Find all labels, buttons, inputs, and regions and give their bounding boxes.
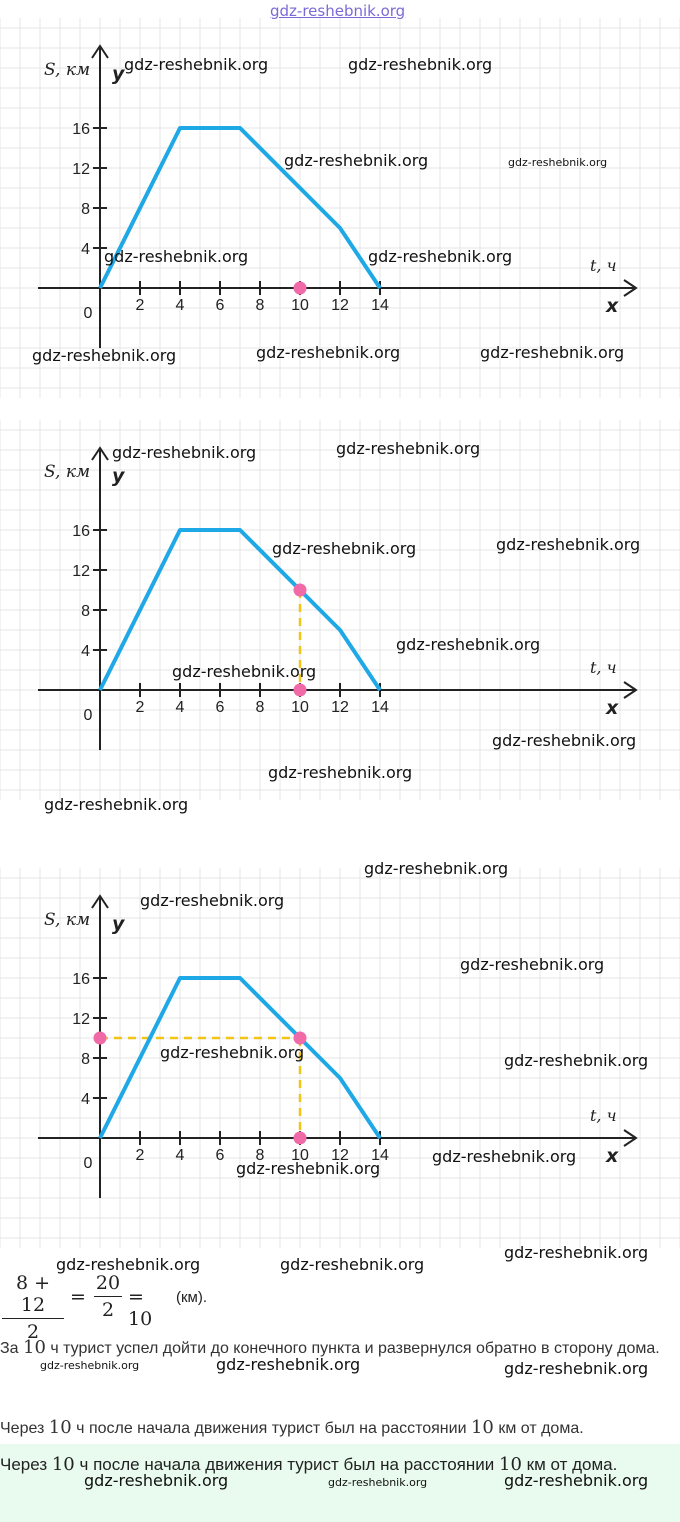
fraction-2 xyxy=(94,1272,122,1321)
x-tick-label: 4 xyxy=(175,699,185,716)
paragraph-1-text-start: За xyxy=(0,1340,19,1357)
x-tick-label: 10 xyxy=(291,1147,309,1164)
x-tick-label: 6 xyxy=(215,699,225,716)
x-axis-label: t, ч xyxy=(590,658,617,677)
watermark: gdz-reshebnik.org xyxy=(368,247,513,266)
formula-unit: (км). xyxy=(176,1289,208,1306)
answer-number-1: 10 xyxy=(51,1454,75,1475)
watermark: gdz-reshebnik.org xyxy=(480,343,625,362)
watermark: gdz-reshebnik.org xyxy=(104,247,249,266)
origin-label: 0 xyxy=(83,707,93,724)
x-axis-name: x xyxy=(606,697,619,719)
fraction-1 xyxy=(2,1272,64,1343)
paragraph-1-number: 10 xyxy=(23,1337,46,1358)
watermark: gdz-reshebnik.org xyxy=(84,1471,229,1490)
x-tick-label: 6 xyxy=(215,1147,225,1164)
y-tick-label: 16 xyxy=(72,971,90,988)
x-tick-label: 8 xyxy=(255,1147,265,1164)
fraction-2-denominator: 2 xyxy=(101,1299,115,1321)
watermark: gdz-reshebnik.org xyxy=(44,795,189,814)
highlight-point xyxy=(94,1032,107,1045)
y-tick-label: 4 xyxy=(81,1091,90,1108)
x-tick-label: 12 xyxy=(331,297,349,314)
paragraph-2-text-middle: ч после начала движения турист был на расстоянии xyxy=(76,1420,467,1437)
watermark: gdz-reshebnik.org xyxy=(236,1159,381,1178)
x-tick-label: 2 xyxy=(135,699,145,716)
watermark: gdz-reshebnik.org xyxy=(496,535,641,554)
watermark: gdz-reshebnik.org xyxy=(216,1355,361,1374)
x-axis-label: t, ч xyxy=(590,1106,617,1125)
watermark: gdz-reshebnik.org xyxy=(364,859,509,878)
x-tick-label: 14 xyxy=(371,699,389,716)
watermark: gdz-reshebnik.org xyxy=(508,156,608,169)
watermark: gdz-reshebnik.org xyxy=(268,763,413,782)
x-tick-label: 12 xyxy=(331,699,349,716)
watermark: gdz-reshebnik.org xyxy=(504,1243,649,1262)
watermark: gdz-reshebnik.org xyxy=(328,1476,428,1489)
paragraph-1-text-end: ч турист успел дойти до конечного пункта и развернулся обратно в сторону дома. xyxy=(50,1340,660,1357)
watermark: gdz-reshebnik.org xyxy=(460,955,605,974)
paragraph-2 xyxy=(0,1416,670,1441)
origin-label: 0 xyxy=(83,1155,93,1172)
watermark: gdz-reshebnik.org xyxy=(504,1471,649,1490)
graph-1 xyxy=(0,18,680,398)
y-tick-label: 8 xyxy=(81,603,90,620)
x-tick-label: 2 xyxy=(135,1147,145,1164)
watermark: gdz-reshebnik.org xyxy=(56,1255,201,1274)
paragraph-2-number-1: 10 xyxy=(48,1417,72,1438)
watermark: gdz-reshebnik.org xyxy=(124,55,269,74)
x-tick-label: 14 xyxy=(371,297,389,314)
watermark: gdz-reshebnik.org xyxy=(256,343,401,362)
y-tick-label: 16 xyxy=(72,523,90,540)
y-axis-name: y xyxy=(112,63,125,85)
y-tick-label: 4 xyxy=(81,643,90,660)
equals-sign-1: = xyxy=(70,1286,86,1308)
y-axis-label: S, км xyxy=(44,462,91,482)
fraction-1-numerator: 8 + 12 xyxy=(15,1272,51,1316)
x-tick-label: 10 xyxy=(291,699,309,716)
answer-text-start: Через xyxy=(0,1455,48,1474)
x-tick-label: 8 xyxy=(255,297,265,314)
origin-label: 0 xyxy=(83,305,93,322)
watermark: gdz-reshebnik.org xyxy=(504,1359,649,1378)
watermark-link[interactable]: gdz-reshebnik.org xyxy=(270,2,406,20)
x-tick-label: 10 xyxy=(291,297,309,314)
highlight-point xyxy=(294,1132,307,1145)
x-tick-label: 4 xyxy=(175,1147,185,1164)
watermark: gdz-reshebnik.org xyxy=(396,635,541,654)
watermark: gdz-reshebnik.org xyxy=(32,346,177,365)
fraction-1-denominator: 2 xyxy=(26,1321,40,1343)
x-tick-label: 4 xyxy=(175,297,185,314)
y-tick-label: 12 xyxy=(72,1011,90,1028)
watermark: gdz-reshebnik.org xyxy=(140,891,285,910)
x-tick-label: 8 xyxy=(255,699,265,716)
watermark: gdz-reshebnik.org xyxy=(160,1043,305,1062)
paragraph-2-number-2: 10 xyxy=(470,1417,494,1438)
watermark: gdz-reshebnik.org xyxy=(336,439,481,458)
answer-text-end: км от дома. xyxy=(526,1455,618,1474)
watermark: gdz-reshebnik.org xyxy=(348,55,493,74)
x-axis-label: t, ч xyxy=(590,256,617,275)
watermark: gdz-reshebnik.org xyxy=(280,1255,425,1274)
answer-text-middle: ч после начала движения турист был на расстоянии xyxy=(79,1455,495,1474)
fraction-2-numerator: 20 xyxy=(95,1272,121,1294)
x-tick-label: 6 xyxy=(215,297,225,314)
x-tick-label: 12 xyxy=(331,1147,349,1164)
x-axis-name: x xyxy=(606,1145,619,1167)
watermark: gdz-reshebnik.org xyxy=(272,539,417,558)
y-tick-label: 8 xyxy=(81,1051,90,1068)
y-axis-label: S, км xyxy=(44,60,91,80)
watermark: gdz-reshebnik.org xyxy=(172,662,317,681)
y-axis-name: y xyxy=(112,913,125,935)
y-tick-label: 12 xyxy=(72,563,90,580)
answer-number-2: 10 xyxy=(499,1454,522,1475)
highlight-point xyxy=(294,584,307,597)
x-axis-name: x xyxy=(606,295,619,317)
watermark: gdz-reshebnik.org xyxy=(504,1051,649,1070)
equals-result: = 10 xyxy=(128,1286,153,1330)
y-tick-label: 4 xyxy=(81,241,90,258)
y-axis-label: S, км xyxy=(44,910,91,930)
y-tick-label: 8 xyxy=(81,201,90,218)
paragraph-2-text-start: Через xyxy=(0,1420,45,1437)
watermark: gdz-reshebnik.org xyxy=(492,731,637,750)
highlight-point xyxy=(294,282,307,295)
distance-time-chart-1 xyxy=(0,18,680,398)
watermark: gdz-reshebnik.org xyxy=(432,1147,577,1166)
x-tick-label: 14 xyxy=(371,1147,389,1164)
watermark: gdz-reshebnik.org xyxy=(40,1359,140,1372)
paragraph-2-text-end: км от дома. xyxy=(498,1420,584,1437)
watermark: gdz-reshebnik.org xyxy=(284,151,429,170)
watermark: gdz-reshebnik.org xyxy=(112,443,257,462)
highlight-point xyxy=(294,684,307,697)
x-tick-label: 2 xyxy=(135,297,145,314)
y-tick-label: 12 xyxy=(72,161,90,178)
y-tick-label: 16 xyxy=(72,121,90,138)
y-axis-name: y xyxy=(112,465,125,487)
